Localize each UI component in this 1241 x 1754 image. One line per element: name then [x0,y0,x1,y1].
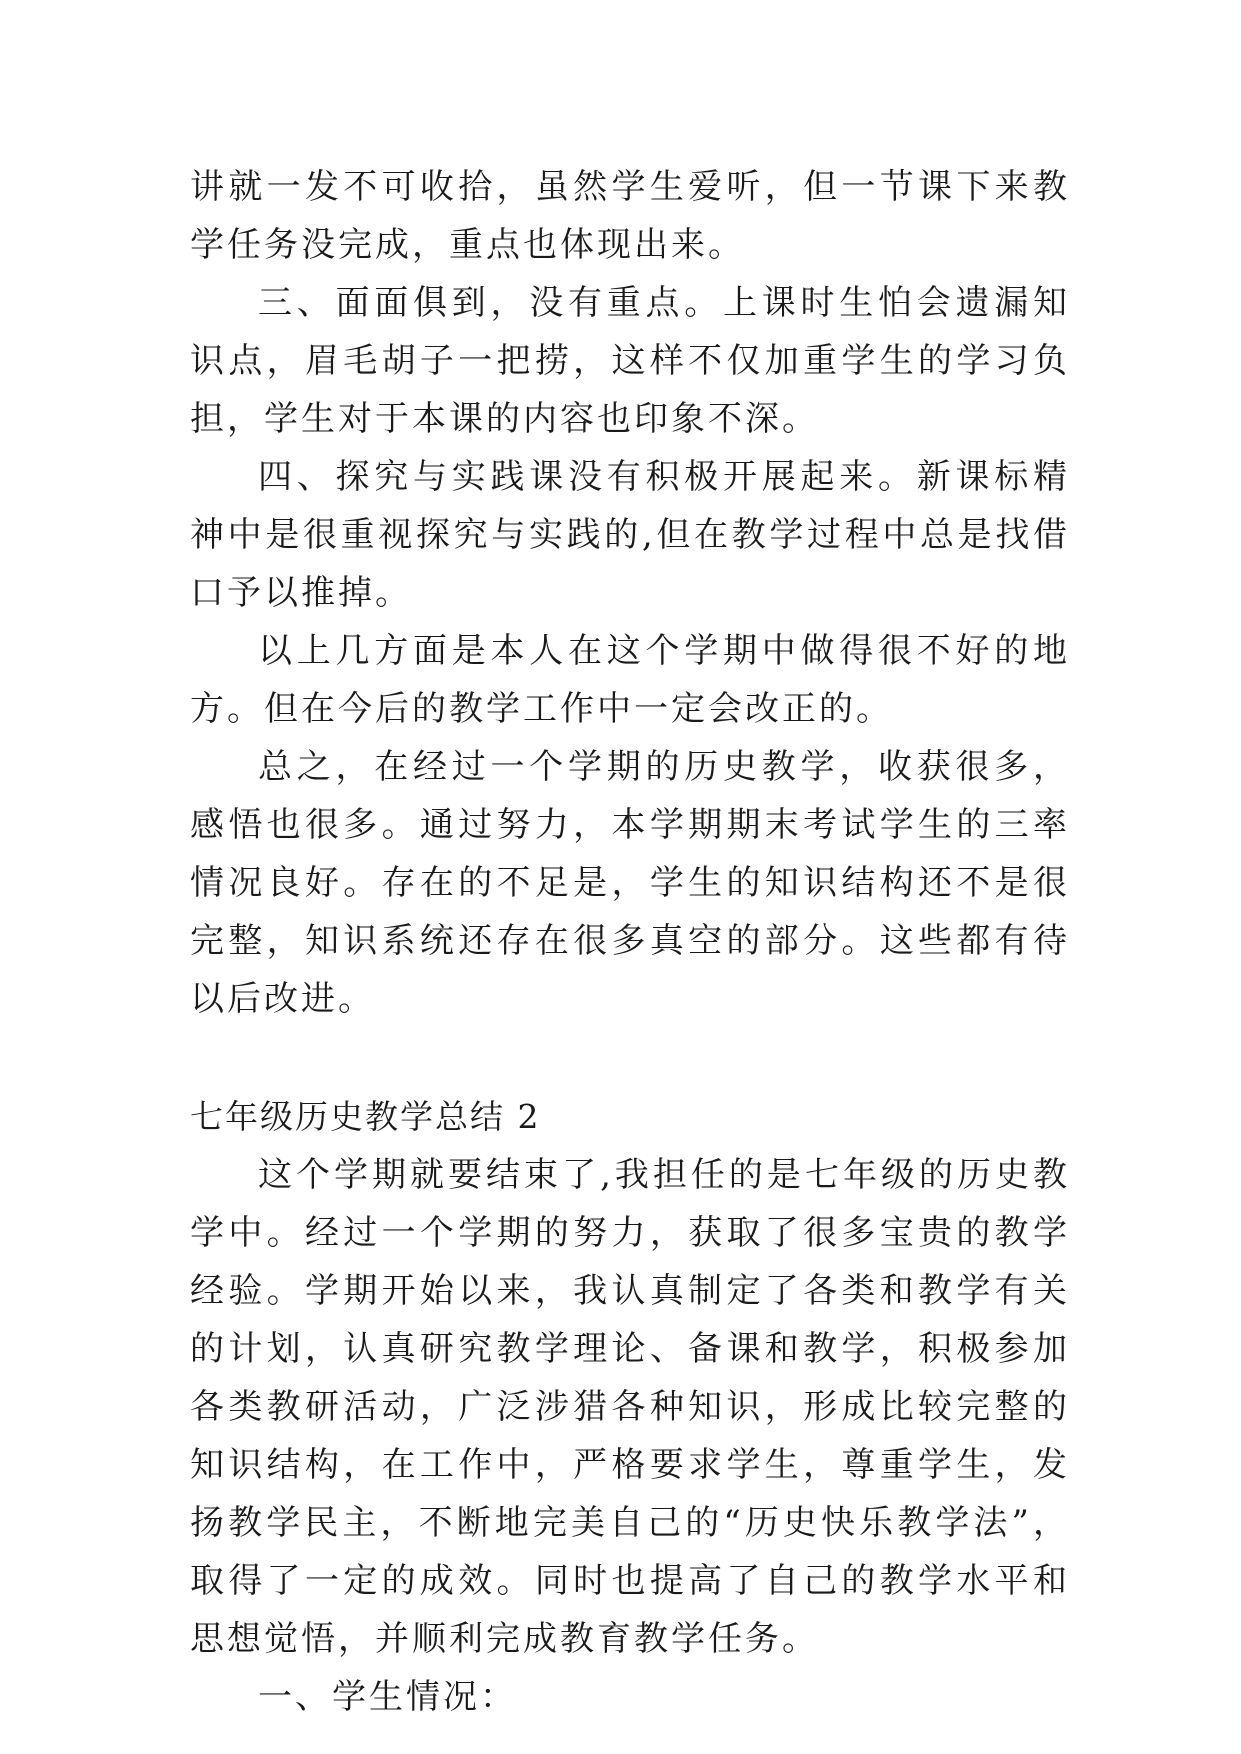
document-body [190,158,1070,1726]
section-title: 七年级历史教学总结 2 [190,1097,541,1136]
paragraph-shortcomings: 以上几方面是本人在这个学期中做得很不好的地方。但在今后的教学工作中一定会改正的。 [190,631,1070,729]
paragraph-point-three: 三、面面俱到，没有重点。上课时生怕会遗漏知识点，眉毛胡子一把捞，这样不仅加重学生的学习负担，学生对于本课的内容也印象不深。 [190,283,1070,439]
top-paragraphs [190,158,1070,1028]
paragraph-student-situation: 一、学生情况： [258,1677,517,1717]
bottom-paragraphs [190,1146,1070,1726]
paragraph-continued: 讲就一发不可收拾，虽然学生爱听，但一节课下来教学任务没完成，重点也体现出来。 [190,167,1070,265]
paragraph-intro: 这个学期就要结束了,我担任的是七年级的历史教学中。经过一个学期的努力，获取了很多宝贵的教学经验。学期开始以来，我认真制定了各类和教学有关的计划，认真研究教学理论、备课和教学，积极参加各类教研活动，广泛涉猎各种知识，形成比较完整的知识结构，在工作中，严格要求学生，尊重学生，发扬教学民主，不断地完美自己的“历史快乐教学法”，取得了一定的成效。同时也提高了自己的教学水平和思想觉悟，并顺利完成教育教学任务。 [190,1155,1070,1659]
paragraph-point-four: 四、探究与实践课没有积极开展起来。新课标精神中是很重视探究与实践的,但在教学过程中总是找借口予以推掉。 [190,457,1070,613]
section-gap [190,1028,1070,1088]
paragraph-conclusion: 总之，在经过一个学期的历史教学，收获很多，感悟也很多。通过努力，本学期期末考试学生的三率情况良好。存在的不足是，学生的知识结构还不是很完整，知识系统还存在很多真空的部分。这些都有待以后改进。 [190,747,1070,1019]
